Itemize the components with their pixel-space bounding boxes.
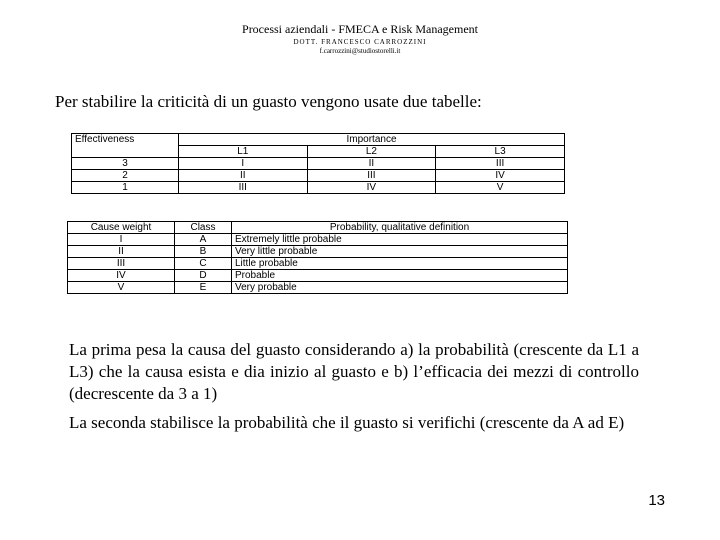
subheader-l1: L1	[179, 146, 308, 158]
table-row	[72, 158, 565, 170]
definition-header: Probability, qualitative definition	[232, 222, 568, 234]
table-cell: B	[175, 246, 232, 258]
slide-header	[0, 22, 720, 56]
header-email: f.carrozzini@studiostorelli.it	[319, 47, 401, 55]
table-cell: Probable	[232, 270, 568, 282]
table-cell: III	[68, 258, 175, 270]
table-cell: 1	[72, 182, 179, 194]
cause-weight-table	[67, 221, 568, 294]
table-cell: IV	[307, 182, 436, 194]
table-row	[68, 270, 568, 282]
table-cell: IV	[436, 170, 565, 182]
table-row	[72, 170, 565, 182]
header-title: Processi aziendali - FMECA e Risk Management	[242, 22, 478, 36]
paragraph-second-table: La seconda stabilisce la probabilità che il guasto si verifichi (crescente da A ad E)	[69, 413, 625, 432]
subheader-l2: L2	[307, 146, 436, 158]
effectiveness-header: Effectiveness	[72, 134, 179, 158]
table-cell: A	[175, 234, 232, 246]
table-cell: V	[436, 182, 565, 194]
paragraph-first-table: La prima pesa la causa del guasto considerando a) la probabilità (crescente da L1 a L3) che la causa esista e dia inizio al guasto e b) l’efficacia dei mezzi di controllo (decrescente da 3 a 1)	[69, 340, 639, 403]
table-cell: 2	[72, 170, 179, 182]
table-row	[68, 258, 568, 270]
class-header: Class	[175, 222, 232, 234]
table-cell: IV	[68, 270, 175, 282]
page-number: 13	[648, 492, 665, 509]
table-cell: III	[436, 158, 565, 170]
table-cell: Little probable	[232, 258, 568, 270]
table-header-row	[72, 134, 565, 146]
table-row	[72, 182, 565, 194]
table-cell: D	[175, 270, 232, 282]
importance-effectiveness-table	[71, 133, 565, 194]
table-cell: I	[68, 234, 175, 246]
subheader-l3: L3	[436, 146, 565, 158]
table-cell: Extremely little probable	[232, 234, 568, 246]
table-cell: Very probable	[232, 282, 568, 294]
table-cell: C	[175, 258, 232, 270]
table-cell: Very little probable	[232, 246, 568, 258]
table-cell: II	[68, 246, 175, 258]
table-cell: 3	[72, 158, 179, 170]
table-cell: III	[307, 170, 436, 182]
table-cell: II	[307, 158, 436, 170]
table-cell: III	[179, 182, 308, 194]
header-author: DOTT. FRANCESCO CARROZZINI	[293, 38, 427, 46]
table-row	[68, 234, 568, 246]
table-row	[68, 246, 568, 258]
table-cell: II	[179, 170, 308, 182]
importance-header: Importance	[179, 134, 565, 146]
intro-text: Per stabilire la criticità di un guasto vengono usate due tabelle:	[55, 92, 482, 111]
table-header-row	[68, 222, 568, 234]
table-row	[68, 282, 568, 294]
cause-weight-header: Cause weight	[68, 222, 175, 234]
table-cell: I	[179, 158, 308, 170]
table-cell: E	[175, 282, 232, 294]
table-cell: V	[68, 282, 175, 294]
